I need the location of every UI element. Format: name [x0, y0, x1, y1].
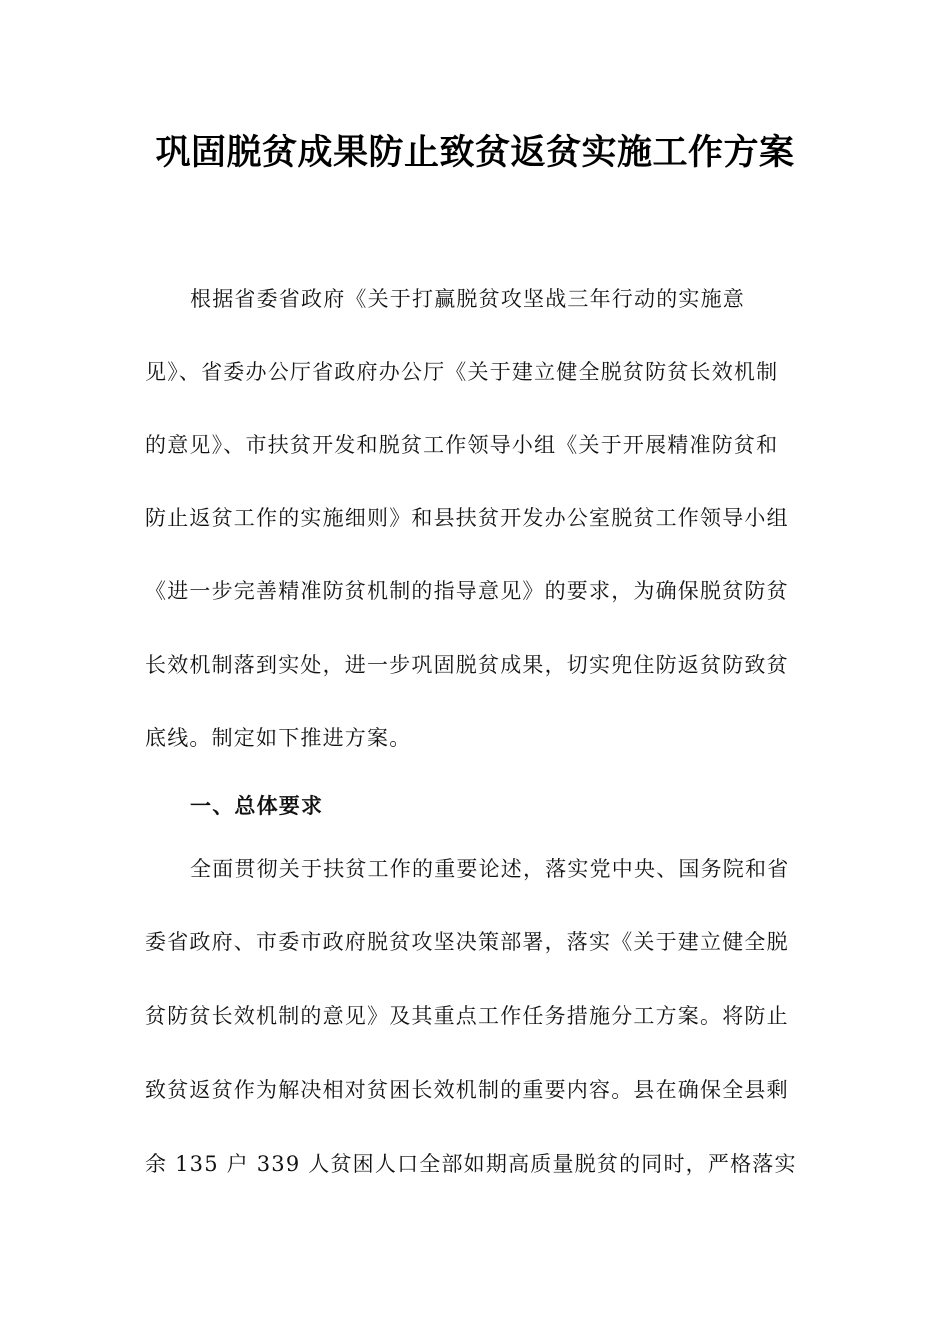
- paragraph-1-line-1: 根据省委省政府《关于打赢脱贫攻坚战三年行动的实施意: [190, 287, 745, 311]
- section-heading-general-requirements: 一、总体要求: [190, 794, 324, 818]
- paragraph-1-line-3: 的意见》、市扶贫开发和脱贫工作领导小组《关于开展精准防贫和: [145, 433, 779, 457]
- paragraph-2-line-2: 委省政府、市委市政府脱贫攻坚决策部署，落实《关于建立健全脱: [145, 930, 789, 954]
- paragraph-2-line-3: 贫防贫长效机制的意见》及其重点工作任务措施分工方案。将防止: [145, 1004, 789, 1028]
- paragraph-1-line-7: 底线。制定如下推进方案。: [145, 726, 412, 750]
- paragraph-2-line-1: 全面贯彻关于扶贫工作的重要论述，落实党中央、国务院和省: [190, 857, 790, 881]
- paragraph-1-line-4: 防止返贫工作的实施细则》和县扶贫开发办公室脱贫工作领导小组: [145, 506, 789, 530]
- paragraph-1-line-5: 《进一步完善精准防贫机制的指导意见》的要求，为确保脱贫防贫: [145, 579, 789, 603]
- paragraph-1-line-2: 见》、省委办公厅省政府办公厅《关于建立健全脱贫防贫长效机制: [145, 360, 779, 384]
- paragraph-1-line-6: 长效机制落到实处，进一步巩固脱贫成果，切实兜住防返贫防致贫: [145, 653, 789, 677]
- paragraph-2-line-4: 致贫返贫作为解决相对贫困长效机制的重要内容。县在确保全县剩: [145, 1078, 789, 1102]
- paragraph-2-line-5: 余 135 户 339 人贫困人口全部如期高质量脱贫的同时，严格落实: [145, 1152, 797, 1176]
- document-title: 巩固脱贫成果防止致贫返贫实施工作方案: [155, 132, 795, 173]
